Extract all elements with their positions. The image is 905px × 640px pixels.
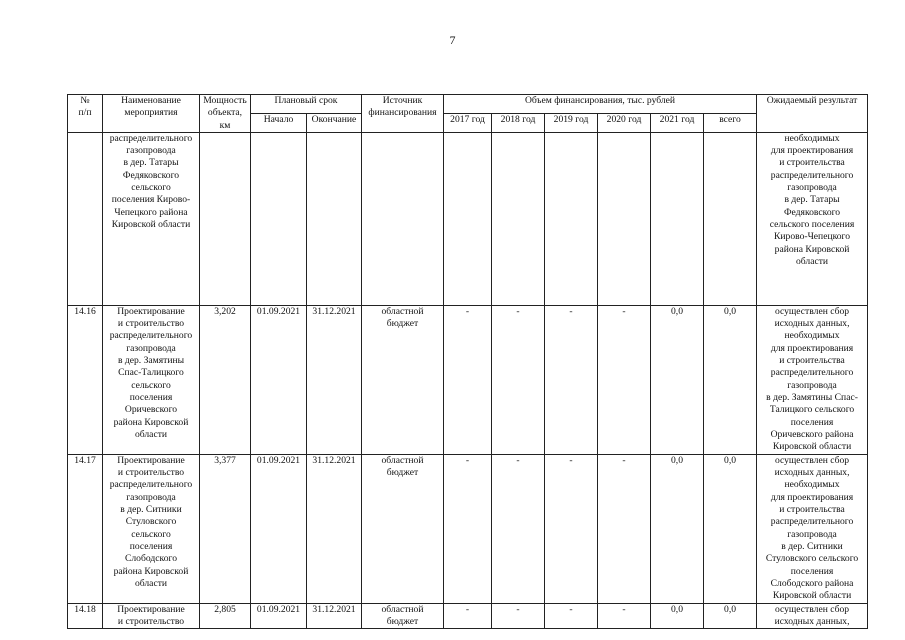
cell-end: 31.12.2021	[307, 305, 362, 454]
cell-2018	[492, 132, 545, 305]
header-year-2019: 2019 год	[545, 113, 598, 132]
cell-2020	[598, 132, 651, 305]
cell-2019: -	[545, 305, 598, 454]
cell-name: распределительного газопровода в дер. Татары Федяковского сельского поселения Кирово- Чепецкого района Кировской области	[103, 132, 200, 305]
cell-name: Проектирование и строительство распределительного газопровода в дер. Ситники Стуловского сельского поселения Слободского района Кировской области	[103, 454, 200, 603]
header-year-2020: 2020 год	[598, 113, 651, 132]
header-source: Источник финансирования	[362, 95, 444, 133]
table-row	[68, 132, 868, 305]
header-year-2018: 2018 год	[492, 113, 545, 132]
table-row	[68, 454, 868, 603]
cell-num	[68, 132, 103, 305]
cell-2019: -	[545, 603, 598, 629]
page-number: 7	[449, 33, 456, 47]
cell-2019: -	[545, 454, 598, 603]
cell-result: осуществлен сбор исходных данных,	[757, 603, 868, 629]
cell-total: 0,0	[704, 603, 757, 629]
cell-name: Проектирование и строительство распределительного газопровода в дер. Замятины Спас-Талицкого сельского поселения Оричевского района Кировской области	[103, 305, 200, 454]
cell-result: необходимых для проектирования и строительства распределительного газопровода в дер. Татары Федяковского сельского поселения Кирово-Чепецкого района Кировской области	[757, 132, 868, 305]
header-planned: Плановый срок	[251, 95, 362, 114]
cell-2021	[651, 132, 704, 305]
cell-2020: -	[598, 454, 651, 603]
cell-total	[704, 132, 757, 305]
cell-capacity: 3,377	[200, 454, 251, 603]
cell-num: 14.16	[68, 305, 103, 454]
cell-start: 01.09.2021	[251, 305, 307, 454]
cell-capacity: 3,202	[200, 305, 251, 454]
cell-source: областной бюджет	[362, 454, 444, 603]
financing-table	[67, 94, 868, 629]
cell-2020: -	[598, 305, 651, 454]
cell-start	[251, 132, 307, 305]
cell-2021: 0,0	[651, 454, 704, 603]
cell-end	[307, 132, 362, 305]
cell-source: областной бюджет	[362, 603, 444, 629]
cell-2018: -	[492, 603, 545, 629]
header-capacity: Мощность объекта, км	[200, 95, 251, 133]
header-total: всего	[704, 113, 757, 132]
cell-num: 14.17	[68, 454, 103, 603]
cell-end: 31.12.2021	[307, 603, 362, 629]
cell-num: 14.18	[68, 603, 103, 629]
cell-2021: 0,0	[651, 305, 704, 454]
cell-2018: -	[492, 454, 545, 603]
table-header	[68, 95, 868, 133]
cell-end: 31.12.2021	[307, 454, 362, 603]
header-result: Ожидаемый результат	[757, 95, 868, 133]
cell-2020: -	[598, 603, 651, 629]
header-name: Наименование мероприятия	[103, 95, 200, 133]
header-year-2021: 2021 год	[651, 113, 704, 132]
cell-source	[362, 132, 444, 305]
cell-start: 01.09.2021	[251, 454, 307, 603]
header-end: Окончание	[307, 113, 362, 132]
cell-result: осуществлен сбор исходных данных, необходимых для проектирования и строительства распределительного газопровода в дер. Ситники Стуловского сельского поселения Слободского района Кировской области	[757, 454, 868, 603]
cell-2017: -	[444, 454, 492, 603]
cell-2018: -	[492, 305, 545, 454]
cell-2017: -	[444, 305, 492, 454]
table-row	[68, 603, 868, 629]
cell-source: областной бюджет	[362, 305, 444, 454]
header-start: Начало	[251, 113, 307, 132]
cell-2017	[444, 132, 492, 305]
cell-2019	[545, 132, 598, 305]
header-volume: Объем финансирования, тыс. рублей	[444, 95, 757, 114]
header-year-2017: 2017 год	[444, 113, 492, 132]
cell-capacity: 2,805	[200, 603, 251, 629]
header-num: № п/п	[68, 95, 103, 133]
cell-name: Проектирование и строительство	[103, 603, 200, 629]
table-row	[68, 305, 868, 454]
cell-2017: -	[444, 603, 492, 629]
cell-capacity	[200, 132, 251, 305]
cell-total: 0,0	[704, 305, 757, 454]
cell-2021: 0,0	[651, 603, 704, 629]
cell-total: 0,0	[704, 454, 757, 603]
cell-start: 01.09.2021	[251, 603, 307, 629]
cell-result: осуществлен сбор исходных данных, необходимых для проектирования и строительства распределительного газопровода в дер. Замятины Спас- Талицкого сельского поселения Оричевского района Кировской области	[757, 305, 868, 454]
